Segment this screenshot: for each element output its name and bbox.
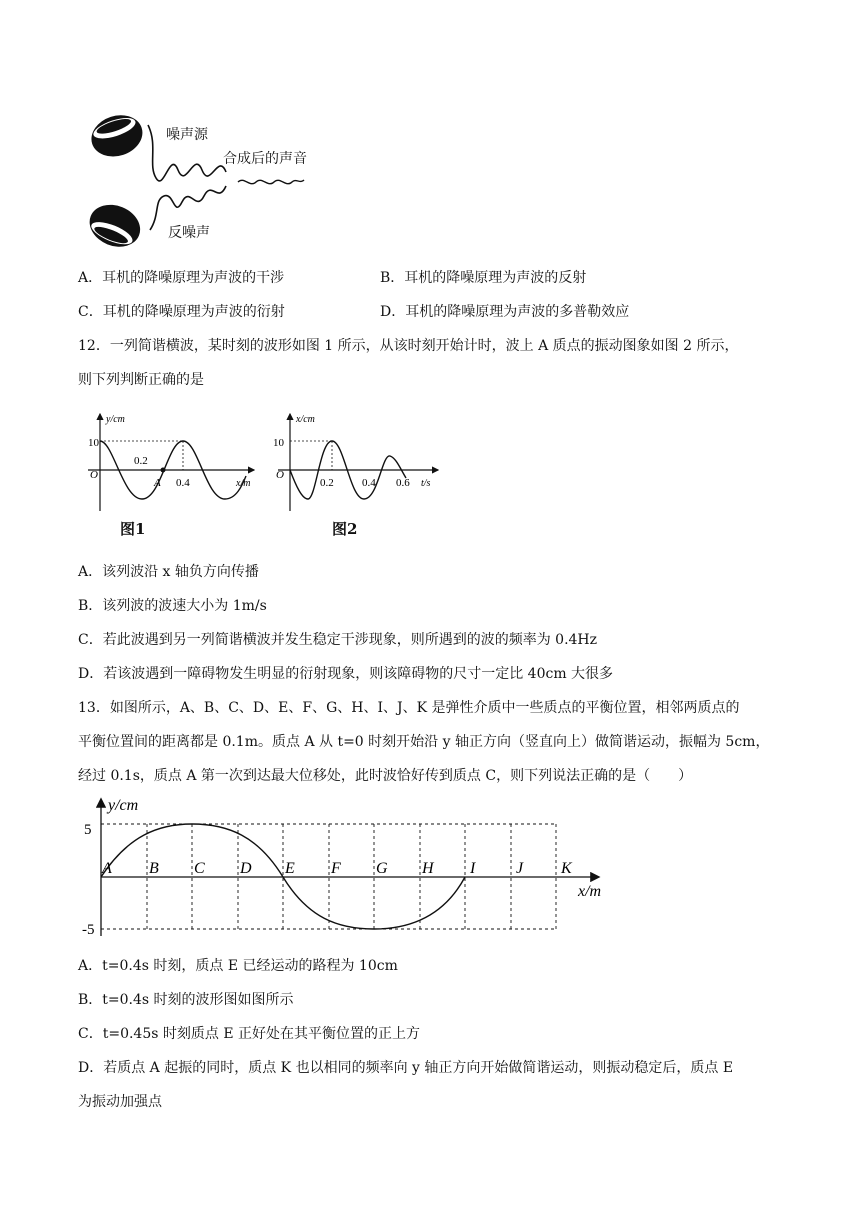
q13-point-g: G [376,860,388,877]
fig1-tick-02: 0.2 [134,455,148,467]
fig1-point-a: A [154,477,161,489]
fig2-origin: O [276,469,284,481]
q12-figure-2 [268,406,444,536]
fig2-xlabel: t/s [421,478,431,489]
combined-sound-label: 合成后的声音 [223,151,307,167]
q12-stem-line2: 则下列判断正确的是 [78,372,204,388]
fig2-ylabel: x/cm [296,414,315,425]
fig1-y10: 10 [88,437,99,449]
q13-point-b: B [149,860,159,877]
q11-option-d: D．耳机的降噪原理为声波的多普勒效应 [380,304,630,320]
q13-point-e: E [285,860,295,877]
fig2-y10: 10 [273,437,284,449]
q13-point-i: I [470,860,476,877]
q13-y-bottom: -5 [82,922,95,938]
q13-point-d: D [240,860,252,877]
q13-point-c: C [194,860,205,877]
combined-wave [238,180,304,184]
fig2-tick-06: 0.6 [396,477,410,489]
q13-point-k: K [561,860,572,877]
q13-y-top: 5 [84,822,92,838]
q13-stem-line2: 平衡位置间的距离都是 0.1m。质点 A 从 t=0 时刻开始沿 y 轴正方向（竖直向上）做简谐运动，振幅为 5cm， [78,734,770,750]
q13-option-b: B．t=0.4s 时刻的波形图如图所示 [78,992,294,1008]
anti-noise-label: 反噪声 [168,225,210,241]
fig2-caption: 图2 [332,520,358,538]
q13-wave-figure [78,796,618,946]
fig2-tick-04: 0.4 [362,477,376,489]
fig1-xlabel: x/m [236,478,251,489]
q13-xlabel: x/m [578,883,602,900]
q11-option-b: B．耳机的降噪原理为声波的反射 [380,270,587,286]
noise-source-label: 噪声源 [166,127,208,143]
q13-stem-line1: 13．如图所示，A、B、C、D、E、F、G、H、I、J、K 是弹性介质中一些质点的平衡位置，相邻两质点的 [78,700,740,716]
q13-point-h: H [422,860,434,877]
q12-stem-line1: 12．一列简谐横波，某时刻的波形如图 1 所示，从该时刻开始计时，波上 A 质点的振动图象如图 2 所示， [78,338,739,354]
q13-option-d: D．若质点 A 起振的同时，质点 K 也以相同的频率向 y 轴正方向开始做简谐运动，则振动稳定后，质点 E [78,1060,734,1076]
q12-option-d: D．若该波遇到一障碍物发生明显的衍射现象，则该障碍物的尺寸一定比 40cm 大很多 [78,666,614,682]
fig1-tick-04: 0.4 [176,477,190,489]
q13-point-f: F [331,860,341,877]
q13-option-a: A．t=0.4s 时刻，质点 E 已经运动的路程为 10cm [78,958,398,974]
earphone-icon-top [86,109,148,163]
q13-option-c: C．t=0.45s 时刻质点 E 正好处在其平衡位置的正上方 [78,1026,420,1042]
q13-point-j: J [516,860,524,877]
q12-option-b: B．该列波的波速大小为 1m/s [78,598,267,614]
q12-option-c: C．若此波遇到另一列简谐横波并发生稳定干涉现象，则所遇到的波的频率为 0.4Hz [78,632,598,648]
q13-option-d-cont: 为振动加强点 [78,1094,162,1110]
q13-stem-line3: 经过 0.1s，质点 A 第一次到达最大位移处，此时波恰好传到质点 C，则下列说法正确的是（ ） [78,768,693,784]
q11-option-a: A．耳机的降噪原理为声波的干涉 [78,270,285,286]
q13-point-a: A [102,860,112,877]
q11-option-c: C．耳机的降噪原理为声波的衍射 [78,304,285,320]
q12-figure-1 [78,406,268,536]
fig1-ylabel: y/cm [106,414,125,425]
q13-ylabel: y/cm [108,797,139,814]
q12-option-a: A．该列波沿 x 轴负方向传播 [78,564,259,580]
earphone-icon-bottom [83,197,146,254]
fig2-tick-02: 0.2 [320,477,334,489]
fig1-origin: O [90,469,98,481]
fig1-caption: 图1 [120,520,146,538]
